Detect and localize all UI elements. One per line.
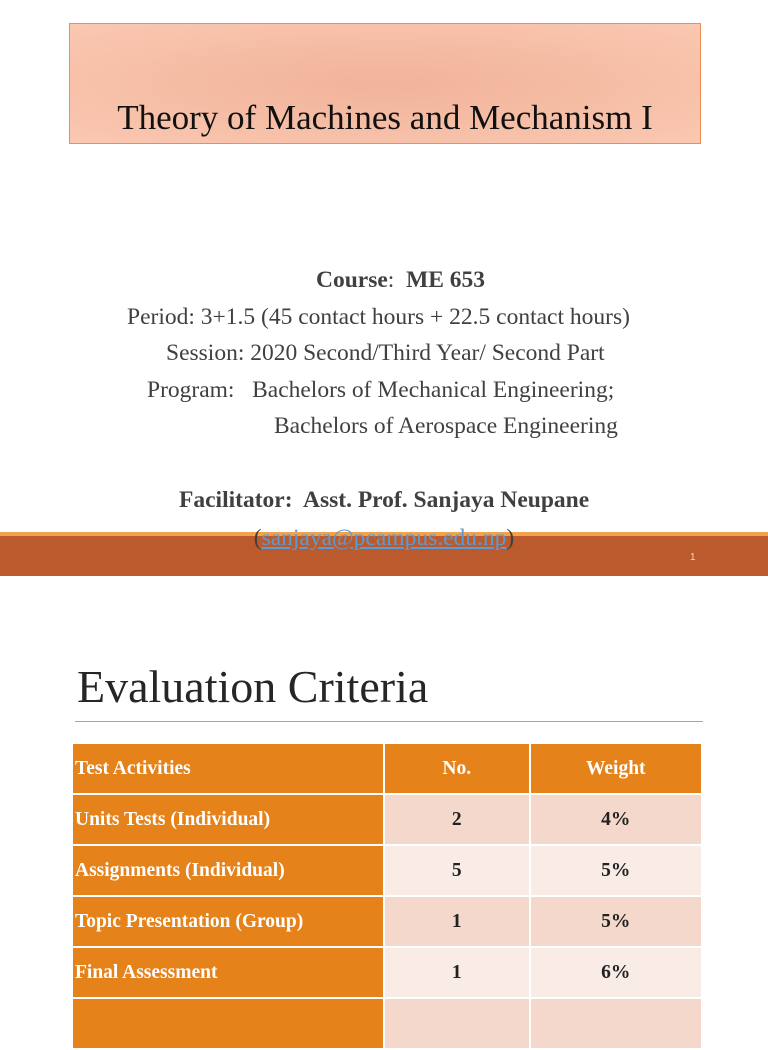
table-row [72, 947, 702, 998]
table-row [72, 794, 702, 845]
table-header-row [72, 743, 702, 794]
slide-2 [0, 576, 768, 1024]
title-box [69, 23, 701, 144]
weight-cell: 5% [530, 896, 703, 947]
activity-cell: Final Assessment [72, 947, 384, 998]
table-row [72, 896, 702, 947]
weight-cell: 6% [530, 947, 703, 998]
slide-title: Theory of Machines and Mechanism I [117, 98, 653, 137]
course-colon: : [387, 267, 407, 293]
program-label: Program: [147, 377, 253, 403]
section-heading: Evaluation Criteria [77, 661, 429, 712]
email-open-paren: ( [253, 525, 262, 551]
activity-cell: Units Tests (Individual) [72, 794, 384, 845]
email-link[interactable]: sanjaya@pcampus.edu.np [261, 525, 507, 551]
count-cell: 2 [384, 794, 529, 845]
weight-cell: 4% [530, 794, 703, 845]
session-line: Session: 2020 Second/Third Year/ Second Part [166, 340, 605, 366]
column-header: Test Activities [72, 743, 384, 794]
column-header: Weight [530, 743, 703, 794]
period-line: Period: 3+1.5 (45 contact hours + 22.5 contact hours) [127, 304, 630, 330]
count-cell: 1 [384, 896, 529, 947]
evaluation-table [71, 742, 703, 1050]
course-code: ME 653 [406, 267, 486, 293]
page-number: 1 [690, 552, 696, 563]
weight-cell: 5% [530, 845, 703, 896]
column-header: No. [384, 743, 529, 794]
course-label: Course [316, 267, 388, 293]
activity-cell: Topic Presentation (Group) [72, 896, 384, 947]
activity-cell: Assignments (Individual) [72, 845, 384, 896]
count-cell: 5 [384, 845, 529, 896]
program-aerospace: Bachelors of Aerospace Engineering [274, 413, 618, 439]
email-close-paren: ) [506, 525, 515, 551]
email-line [0, 520, 768, 556]
course-line [316, 262, 485, 299]
program-line [147, 372, 614, 409]
count-cell: 1 [384, 947, 529, 998]
facilitator-line: Facilitator: Asst. Prof. Sanjaya Neupane [179, 487, 590, 513]
program-mechanical: Bachelors of Mechanical Engineering; [252, 377, 615, 403]
table-row [72, 845, 702, 896]
heading-divider [75, 721, 703, 722]
